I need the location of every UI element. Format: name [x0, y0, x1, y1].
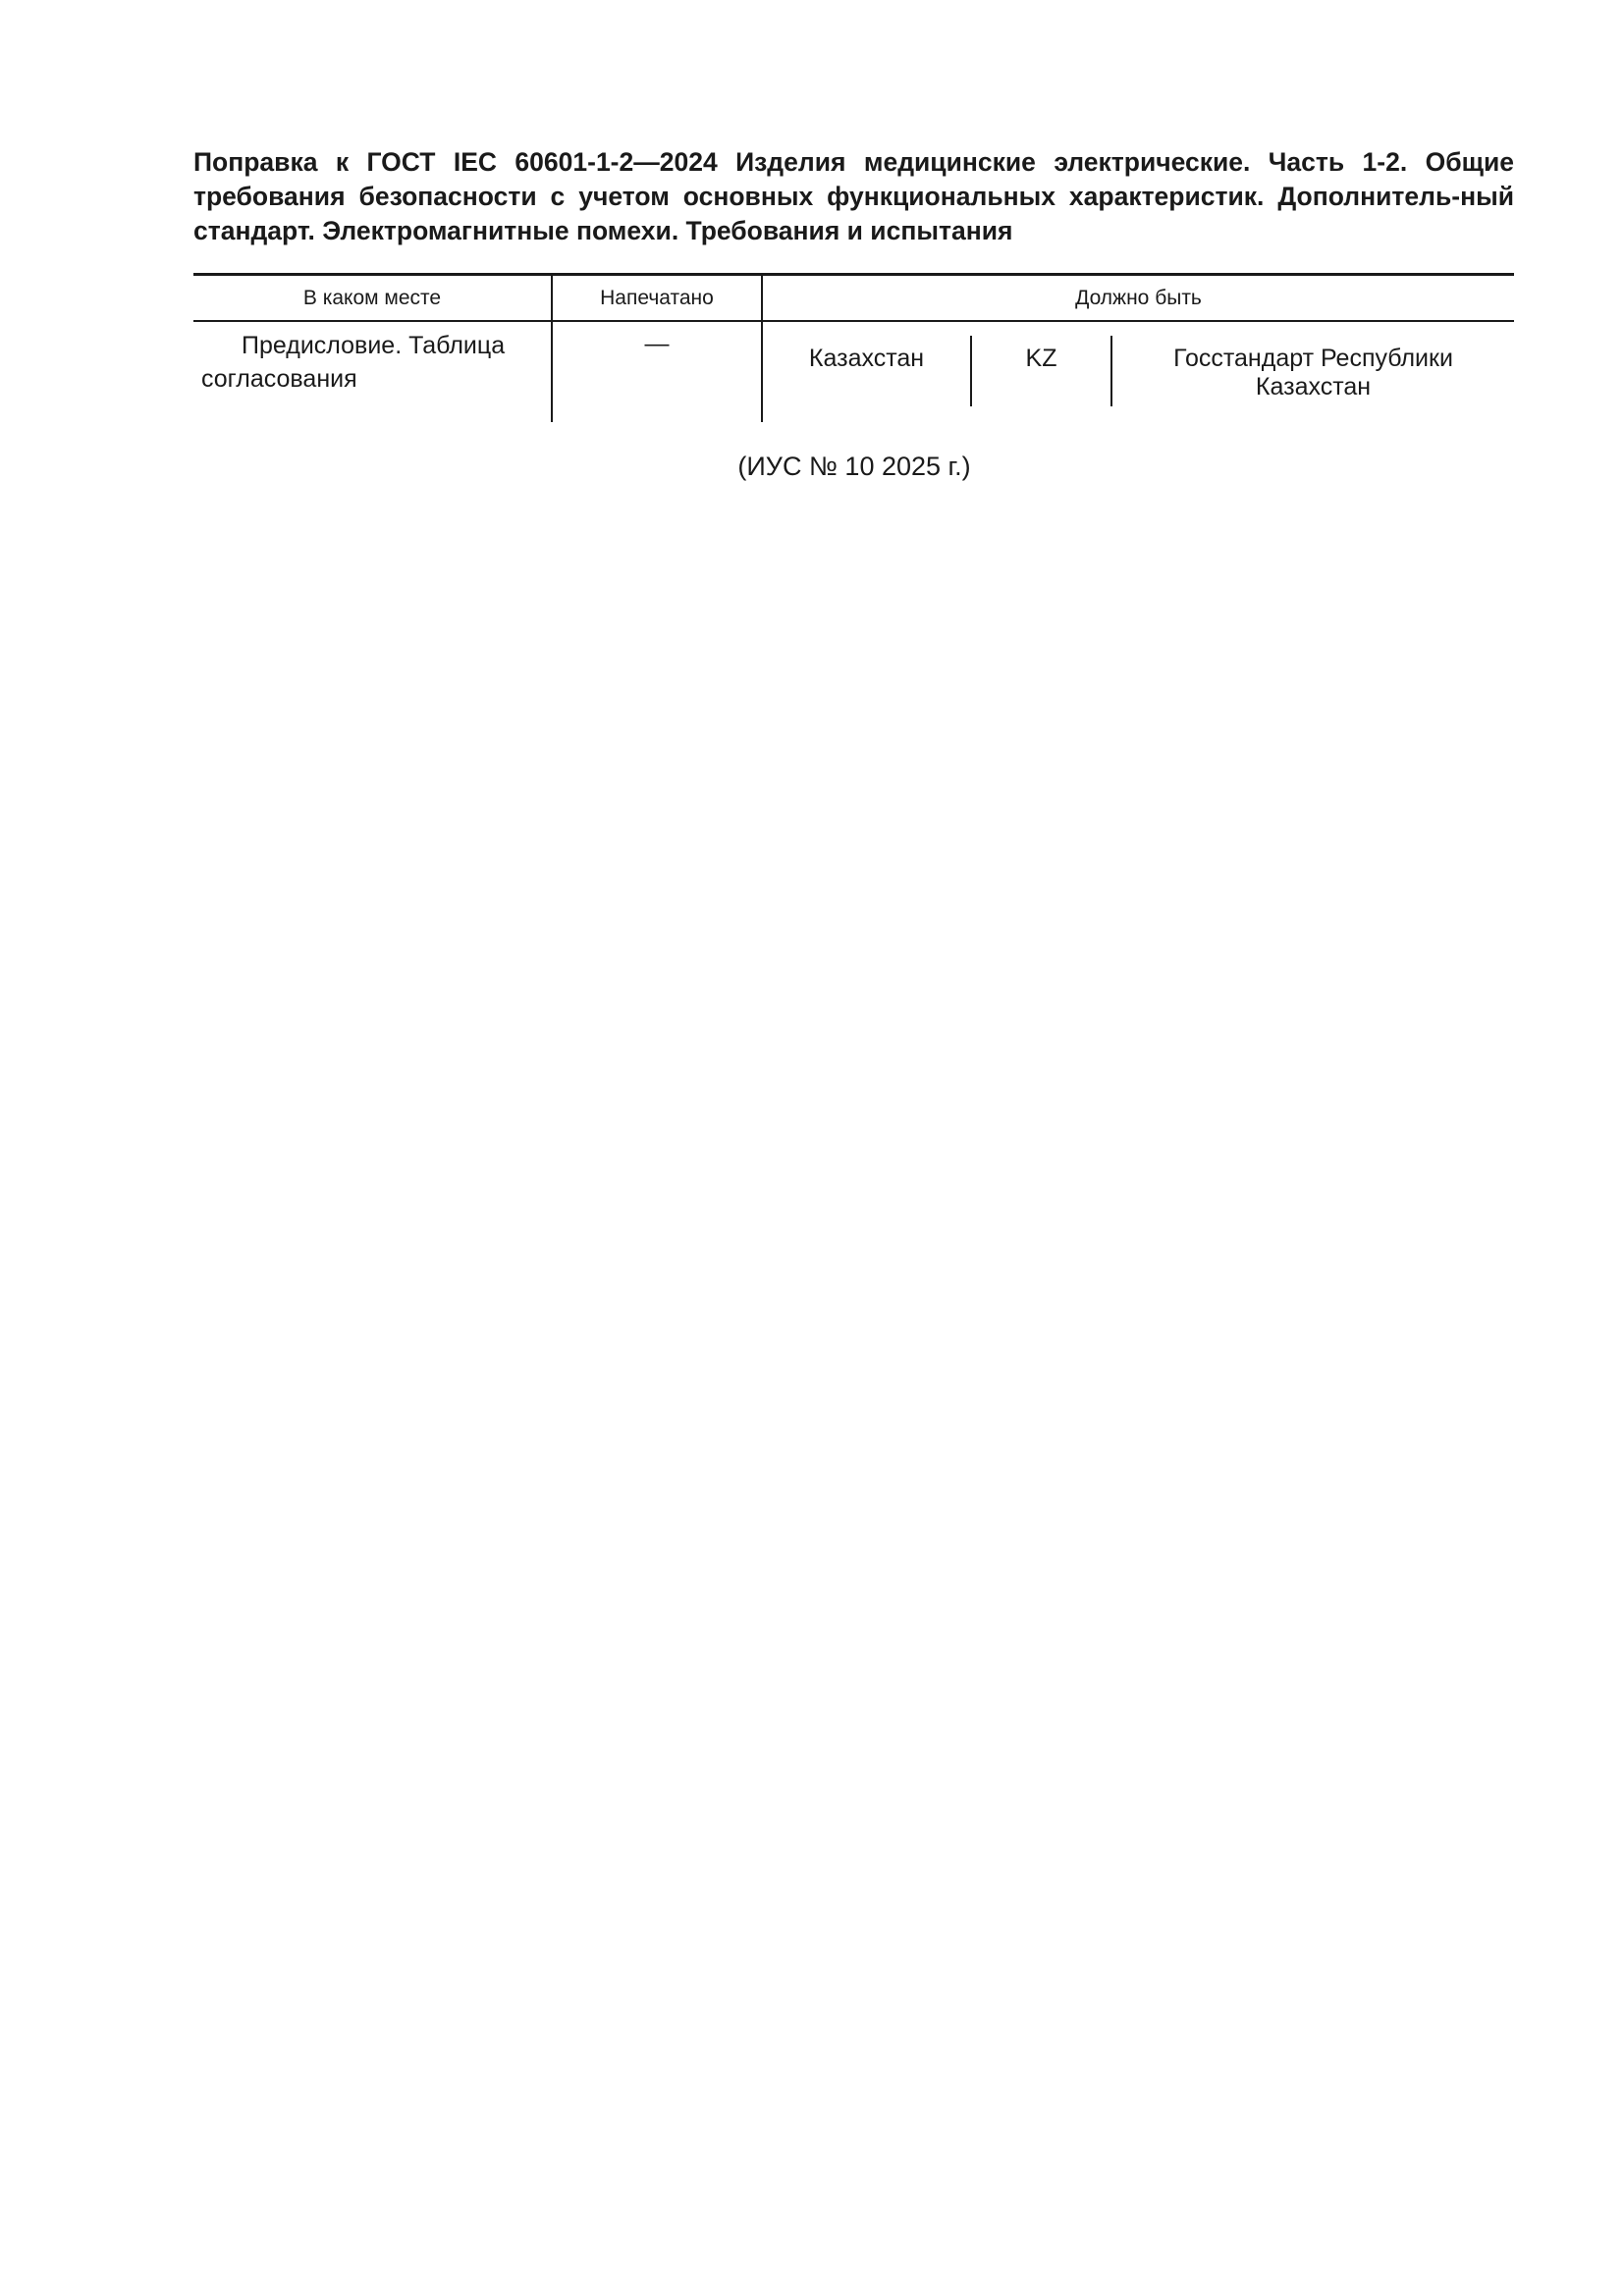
header-location: В каком месте: [302, 287, 442, 309]
correction-table: [193, 273, 1514, 422]
cell-location-line1: Предисловие. Таблица: [242, 332, 506, 359]
cell-printed: —: [644, 330, 670, 357]
table-header-rule: [193, 320, 1514, 322]
document-title: Поправка к ГОСТ IEC 60601-1-2—2024 Изделия медицинские электрические. Часть 1-2. Общие требования безопасности с учетом основных функциональных характеристик. Дополнитель-ный стандарт. Электромагнитные помехи. Требования и испытания: [193, 147, 1514, 245]
cell-country-code: KZ: [1025, 345, 1057, 372]
cell-authority-line1: Госстандарт Республики: [1173, 345, 1453, 372]
table-top-rule: [193, 273, 1514, 276]
cell-country: Казахстан: [808, 345, 925, 372]
footer-reference: (ИУС № 10 2025 г.): [737, 452, 971, 481]
header-printed: Напечатано: [600, 287, 714, 309]
cell-location-line2: согласования: [201, 365, 357, 393]
cell-authority-line2: Казахстан: [1255, 373, 1372, 400]
header-should-be: Должно быть: [1075, 287, 1202, 309]
